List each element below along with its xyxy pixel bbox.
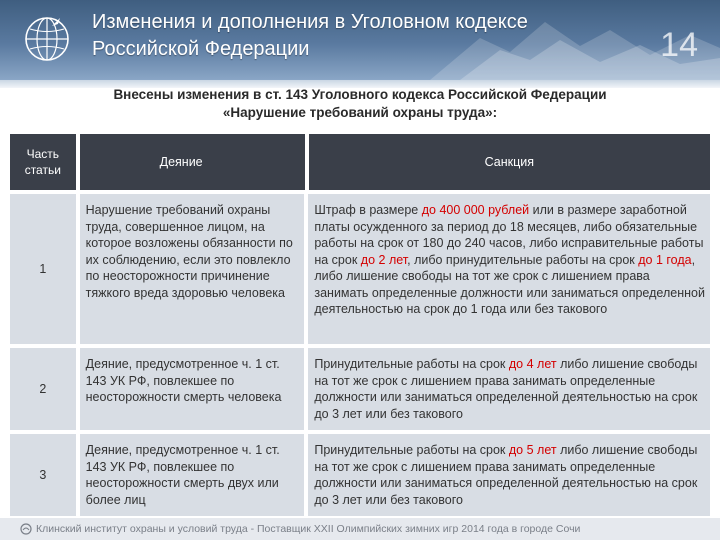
intro-line1: Внесены изменения в ст. 143 Уголовного кодекса Российской Федерации [113, 87, 607, 102]
sanction-text: или в размере заработной платы осужденного за период до 18 месяцев, либо обязательные работы на срок от 180 до 240 часов, либо исправительные работы на срок [314, 203, 704, 267]
row-act: Деяние, предусмотренное ч. 1 ст. 143 УК РФ, повлекшее по неосторожности смерть двух или более лиц [80, 434, 305, 516]
intro-line2: «Нарушение требований охраны труда»: [222, 105, 498, 120]
olympic-logo-icon [20, 523, 32, 535]
row-part: 2 [10, 348, 76, 430]
row-sanction [308, 434, 710, 516]
row-part: 3 [10, 434, 76, 516]
row-act: Нарушение требований охраны труда, совершенное лицом, на которое возложены обязанности по их соблюдению, если это повлекло по неосторожности причинение тяжкого вреда здоровью человека [80, 194, 305, 344]
sanction-text: , либо лишение свободы на тот же срок с лишением права занимать определенные должности или заниматься определенной деятельностью на срок до 1 года или без такового [314, 252, 705, 316]
slide-title-line2: Российской Федерации [92, 38, 310, 60]
slide-number: 14 [660, 26, 698, 64]
header-part [10, 134, 76, 190]
penalties-table [10, 134, 710, 516]
sanction-text: Принудительные работы на срок [314, 357, 509, 371]
sanction-text: либо лишение свободы на тот же срок с лишением права занимать определенные должности или заниматься определенной деятельностью на срок до 3 лет или без такового [314, 443, 698, 507]
slide-title [92, 9, 652, 63]
row-sanction [308, 194, 710, 344]
header-part-line2: статьи [24, 163, 61, 177]
slide-footer [0, 518, 720, 540]
sanction-highlight: до 1 года [638, 252, 692, 267]
sanction-highlight: до 2 лет [360, 252, 408, 267]
slide-header [0, 0, 720, 80]
sanction-text: Штраф в размере [314, 203, 422, 217]
table-row [10, 348, 710, 430]
sanction-highlight: до 5 лет [508, 443, 557, 457]
row-sanction [308, 348, 710, 430]
sanction-text: , либо принудительные работы на срок [407, 252, 639, 267]
sanction-text: либо лишение свободы на тот же срок с лишением права занимать определенные должности или заниматься определенной деятельностью на срок до 3 лет или без такового [314, 357, 698, 421]
header-part-line1: Часть [26, 147, 60, 161]
table-row [10, 434, 710, 516]
sanction-text: Принудительные работы на срок [314, 443, 509, 457]
institute-logo-icon [22, 14, 72, 64]
row-part: 1 [10, 194, 76, 344]
table-header-row [10, 134, 710, 190]
header-act: Деяние [80, 134, 305, 190]
table-row [10, 194, 710, 344]
slide-title-line1: Изменения и дополнения в Уголовном кодексе [92, 11, 528, 33]
sanction-highlight: до 400 000 рублей [421, 203, 530, 217]
sanction-highlight: до 4 лет [508, 357, 557, 371]
footer-text: Клинский институт охраны и условий труда - Поставщик XXII Олимпийских зимних игр 2014 года в городе Сочи [36, 523, 581, 535]
row-act: Деяние, предусмотренное ч. 1 ст. 143 УК РФ, повлекшее по неосторожности смерть человека [80, 348, 305, 430]
intro-text [40, 86, 680, 122]
header-sanction: Санкция [309, 134, 710, 190]
